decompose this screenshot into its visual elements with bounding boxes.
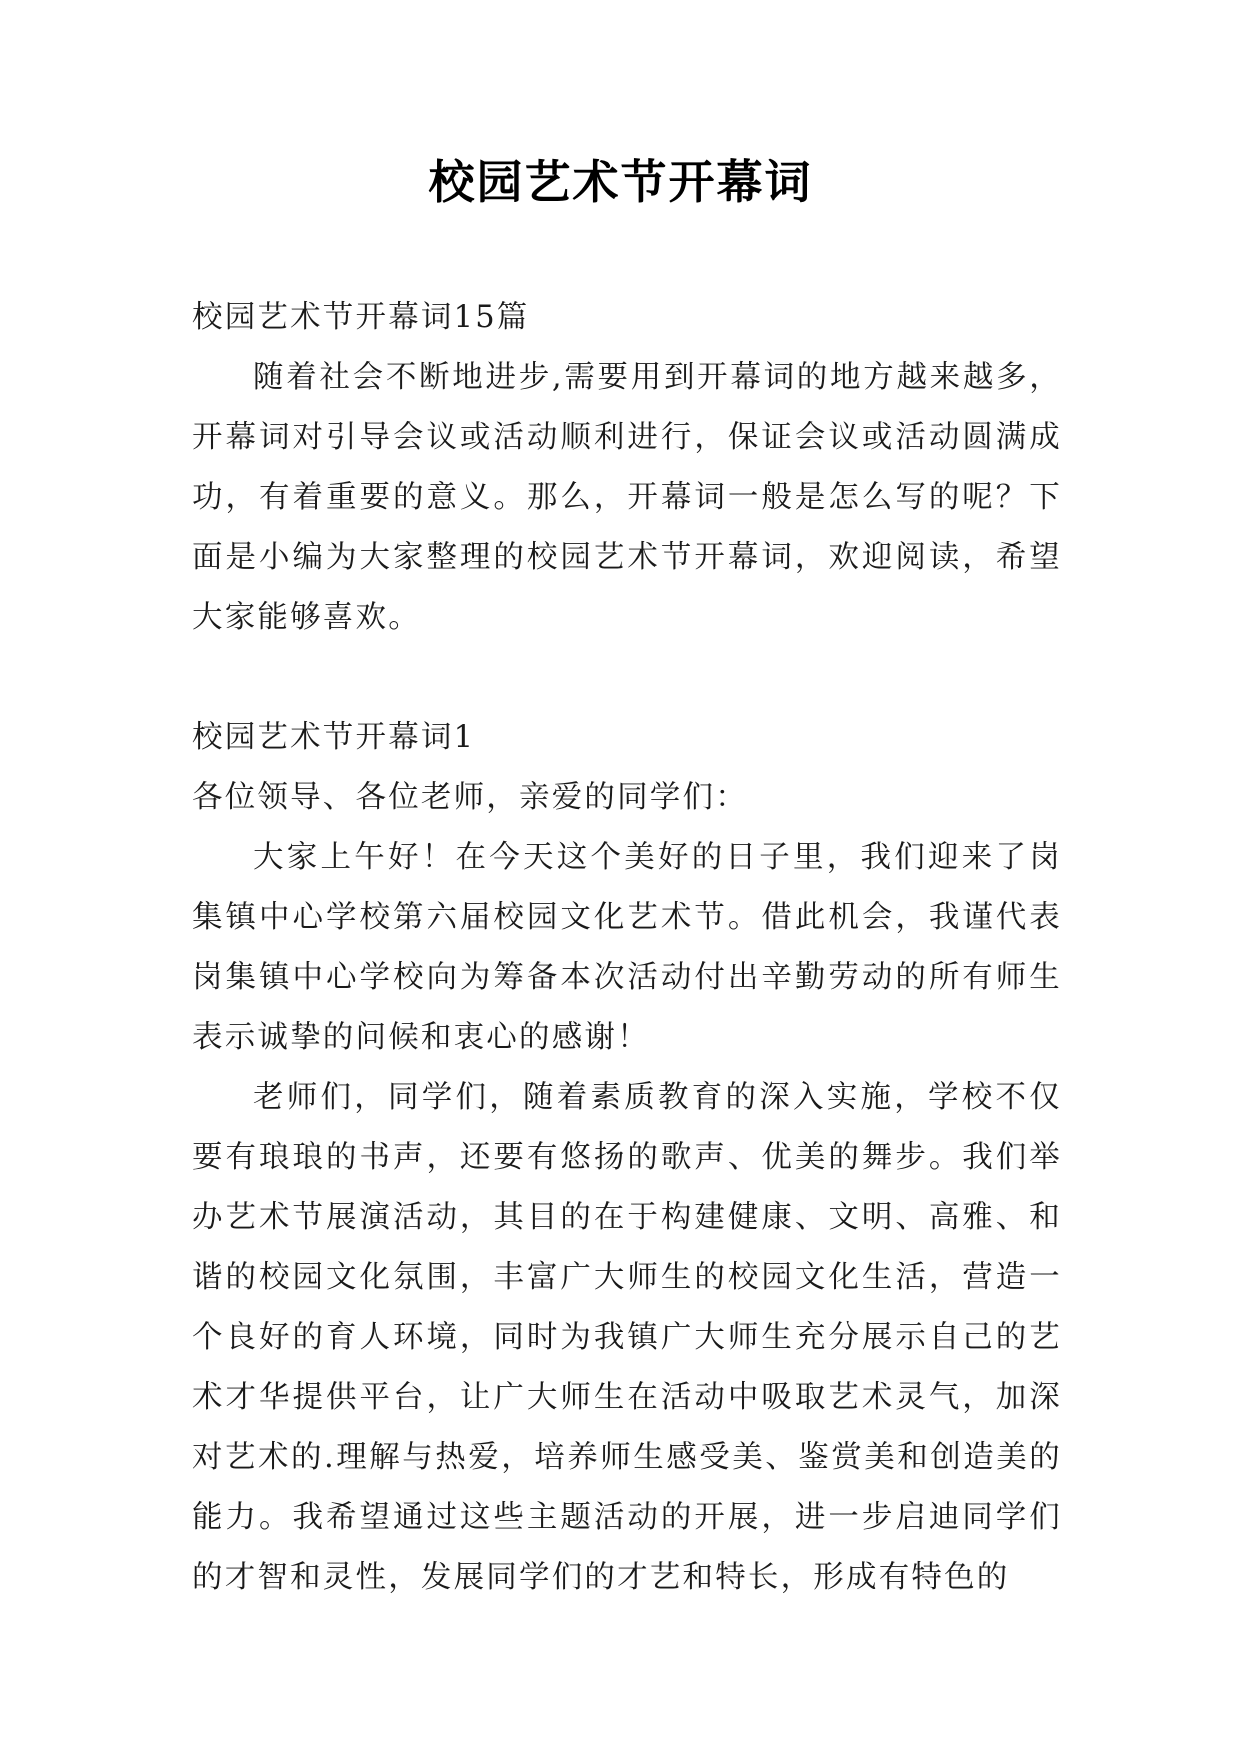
page-title: 校园艺术节开幕词	[428, 155, 813, 209]
section-spacer	[192, 648, 1062, 708]
body-paragraph-2: 老师们，同学们，随着素质教育的深入实施，学校不仅要有琅琅的书声，还要有悠扬的歌声、优美的舞步。我们举办艺术节展演活动，其目的在于构建健康、文明、高雅、和谐的校园文化氛围，丰富广大师生的校园文化生活，营造一个良好的育人环境，同时为我镇广大师生充分展示自己的艺术才华提供平台，让广大师生在活动中吸取艺术灵气，加深对艺术的.理解与热爱，培养师生感受美、鉴赏美和创造美的能力。我希望通过这些主题活动的开展，进一步启迪同学们的才智和灵性，发展同学们的才艺和特长，形成有特色的	[192, 1080, 1062, 1595]
subtitle: 校园艺术节开幕词15篇	[192, 300, 530, 335]
salutation: 各位领导、各位老师，亲爱的同学们：	[192, 780, 748, 815]
document-body	[192, 288, 1062, 1608]
section-heading: 校园艺术节开幕词1	[192, 720, 476, 755]
body-paragraph-1: 大家上午好！在今天这个美好的日子里，我们迎来了岗集镇中心学校第六届校园文化艺术节。借此机会，我谨代表岗集镇中心学校向为筹备本次活动付出辛勤劳动的所有师生表示诚挚的问候和衷心的感谢！	[192, 840, 1062, 1055]
intro-paragraph: 随着社会不断地进步,需要用到开幕词的地方越来越多，开幕词对引导会议或活动顺利进行，保证会议或活动圆满成功，有着重要的意义。那么，开幕词一般是怎么写的呢？下面是小编为大家整理的校园艺术节开幕词，欢迎阅读，希望大家能够喜欢。	[192, 360, 1062, 635]
